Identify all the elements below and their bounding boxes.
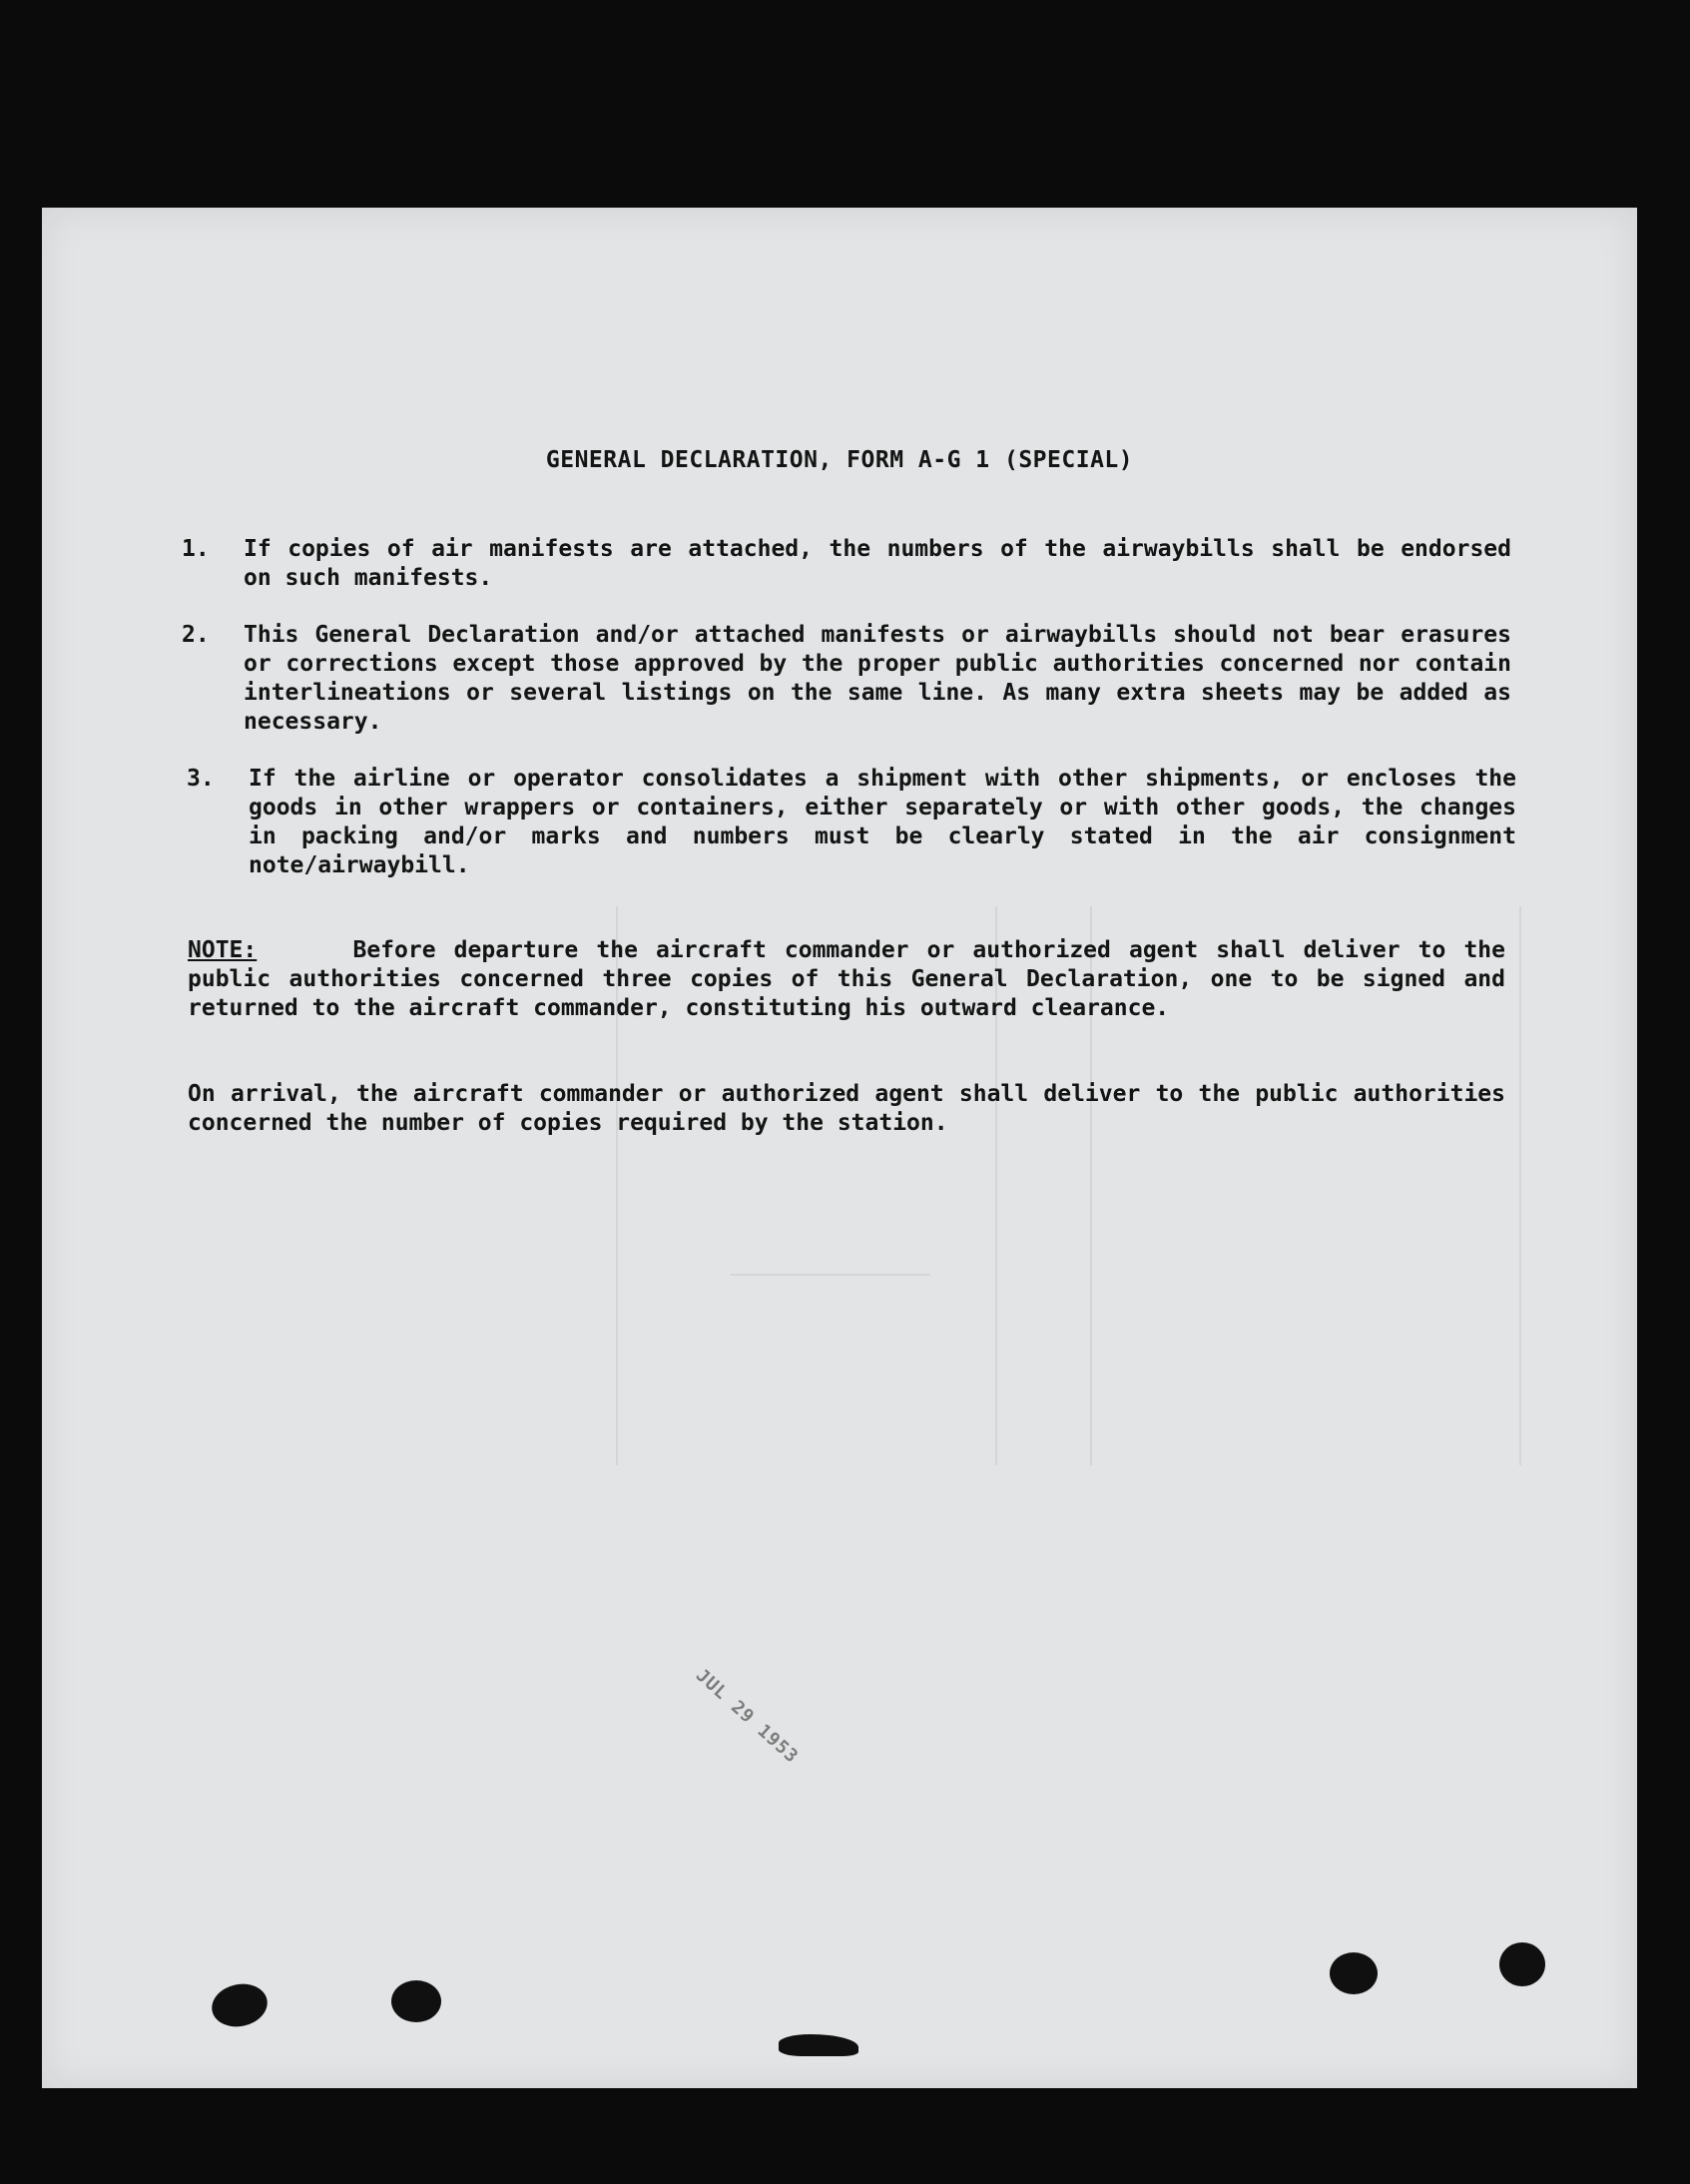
punch-hole <box>208 1979 272 2032</box>
item-text: This General Declaration and/or attached manifests or airwaybills should not bear erasures or corrections except those approved by the proper public authorities concerned nor contain interlineations or several listings on the same line. As many extra sheets may be added as necessary. <box>244 622 1511 735</box>
item-text: If copies of air manifests are attached, the numbers of the airwaybills shall be endorsed on such manifests. <box>244 536 1511 591</box>
punch-hole <box>1330 1952 1378 1994</box>
punch-hole <box>1499 1942 1545 1986</box>
arrival-paragraph: On arrival, the aircraft commander or authorized agent shall deliver to the public authorities concerned the number of copies required by the station. <box>188 1081 1505 1136</box>
bleed-through-line <box>731 1274 930 1276</box>
note-label: NOTE: <box>188 937 258 963</box>
item-number: 2. <box>182 622 210 648</box>
note-paragraph <box>188 936 1505 1023</box>
date-stamp: JUL 29 1953 <box>691 1665 803 1768</box>
item-text: If the airline or operator consolidates a shipment with other shipments, or encloses the goods in other wrappers or containers, either separately or with other goods, the changes in packing and/or marks and numbers must be clearly stated in the air consignment note/airwaybill. <box>249 766 1516 878</box>
punch-hole <box>391 1980 441 2022</box>
paper-sheet <box>42 208 1637 2088</box>
item-number: 1. <box>182 536 210 562</box>
note-text: Before departure the aircraft commander or authorized agent shall deliver to the public authorities concerned three copies of this General Declaration, one to be signed and returned to the aircraft commander, constituting his outward clearance. <box>188 937 1505 1021</box>
item-number: 3. <box>187 766 215 792</box>
bleed-through-line <box>1519 906 1521 1465</box>
document-title: GENERAL DECLARATION, FORM A-G 1 (SPECIAL) <box>545 447 1134 473</box>
paper-tear <box>779 2034 858 2056</box>
